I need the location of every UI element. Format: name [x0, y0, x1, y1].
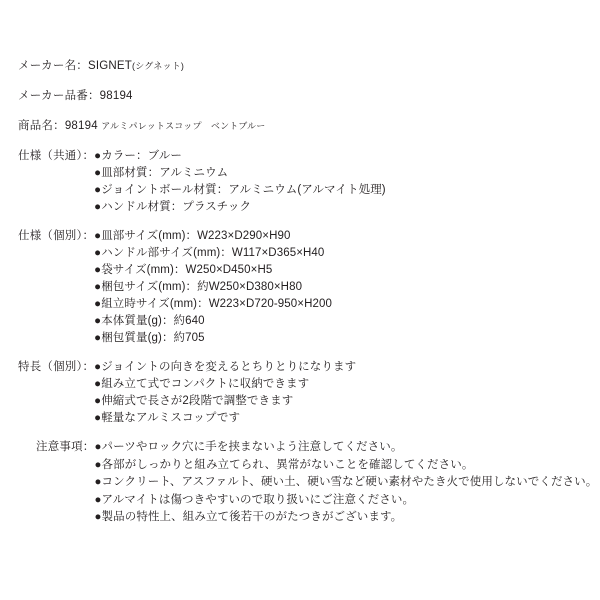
spec-individual-item: ●梱包質量(g)：約705 — [94, 332, 205, 344]
spec-individual-item: ●袋サイズ(mm)：W250×D450×H5 — [94, 264, 273, 276]
product-name-subtitle: アルミパレットスコップ ベントブルー — [101, 121, 266, 131]
spec-common-item: ●皿部材質：アルミニウム — [94, 167, 229, 179]
feature-item: ●ジョイントの向きを変えるとちりとりになります — [94, 361, 357, 373]
features-section — [18, 359, 582, 427]
feature-item: ●組み立て式でコンパクトに収納できます — [94, 378, 310, 390]
maker-name-row — [18, 58, 582, 75]
spec-common-label: 仕様（共通）： — [18, 150, 95, 162]
note-item: ●コンクリート、アスファルト、硬い土、硬い雪など硬い素材やたき火で使用しないでください。 — [94, 476, 598, 488]
product-name-label: 商品名： — [18, 120, 65, 132]
spec-individual-item: ●皿部サイズ(mm)：W223×D290×H90 — [94, 230, 291, 242]
features-values — [94, 359, 582, 427]
spec-individual-item: ●ハンドル部サイズ(mm)：W117×D365×H40 — [94, 247, 325, 259]
spec-individual-item: ●本体質量(g)：約640 — [94, 315, 205, 327]
spec-common-section — [18, 148, 582, 216]
maker-name-value: SIGNET — [87, 60, 132, 72]
feature-item: ●軽量なアルミスコップです — [94, 412, 241, 424]
spec-individual-item: ●梱包サイズ(mm)：約W250×D380×H80 — [94, 281, 303, 293]
maker-part-number-label: メーカー品番： — [18, 90, 100, 102]
maker-name-label: メーカー名： — [18, 60, 88, 72]
spec-common-values — [94, 148, 582, 216]
spec-individual-values — [94, 228, 582, 347]
notes-values — [94, 439, 598, 527]
spec-individual-item: ●組立時サイズ(mm)：W223×D720-950×H200 — [94, 298, 332, 310]
notes-label: 注意事項： — [36, 441, 95, 453]
product-name-row — [18, 118, 582, 135]
features-label: 特長（個別）： — [18, 361, 95, 373]
spec-common-item: ●ハンドル材質：プラスチック — [94, 201, 252, 213]
product-name-value: 98194 — [64, 120, 98, 132]
feature-item: ●伸縮式で長さが2段階で調整できます — [94, 395, 294, 407]
spec-individual-section — [18, 228, 582, 347]
note-item: ●製品の特性上、組み立て後若干のがたつきがございます。 — [94, 511, 403, 523]
maker-name-reading: (シグネット) — [132, 61, 185, 71]
spec-individual-label: 仕様（個別）： — [18, 230, 95, 242]
notes-section — [18, 439, 598, 527]
maker-part-number-value: 98194 — [99, 90, 133, 102]
note-item: ●各部がしっかりと組み立てられ、異常がないことを確認してください。 — [94, 458, 474, 471]
spec-common-item: ●ジョイントボール材質：アルミニウム(アルマイト処理) — [94, 184, 386, 196]
maker-part-number-row — [18, 88, 582, 105]
note-item: ●パーツやロック穴に手を挟まないよう注意してください。 — [94, 441, 403, 453]
spec-common-item: ●カラー：ブルー — [94, 150, 182, 162]
note-item: ●アルマイトは傷つきやすいので取り扱いにご注意ください。 — [94, 493, 415, 506]
